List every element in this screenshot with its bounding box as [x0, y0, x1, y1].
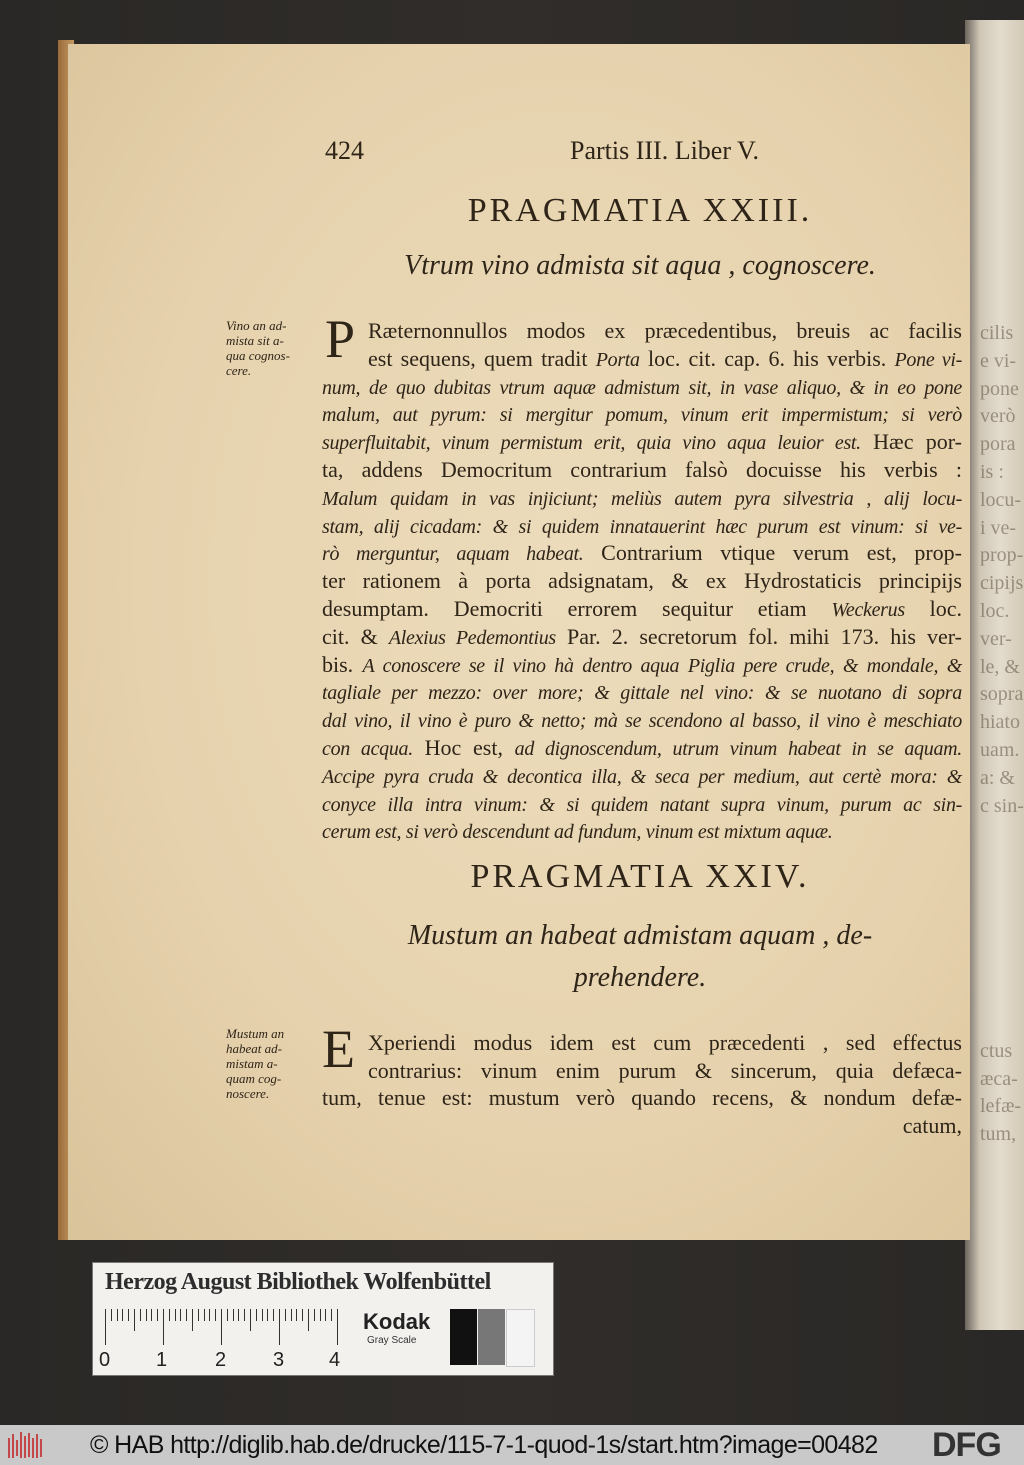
text-line [322, 735, 962, 762]
ruler-tick [209, 1309, 210, 1321]
text-line [368, 318, 962, 344]
ruler-tick [314, 1309, 315, 1321]
text-segment: cit. & [322, 623, 389, 649]
ruler-tick [273, 1309, 274, 1321]
facing-page-fragment: lefæ- [980, 1095, 1022, 1118]
swatch-white [506, 1309, 535, 1367]
facing-page-fragment: hiato [980, 711, 1020, 734]
ruler-tick [192, 1309, 193, 1331]
text-segment: Contrarium vtique verum est, prop- [583, 540, 962, 566]
margin-note: noscere. [226, 1086, 270, 1101]
text-line [368, 1058, 962, 1084]
ruler-tick [320, 1309, 321, 1321]
ruler-number: 4 [329, 1349, 341, 1371]
text-line [322, 374, 962, 401]
section-title: PRAGMATIA XXIV. [470, 858, 810, 895]
text-segment: Weckerus [831, 599, 905, 621]
facing-page-fragment: uam. [980, 739, 1020, 761]
facing-page-fragment: cipijs [980, 572, 1024, 595]
facing-page-fragment: is : [980, 461, 1004, 483]
facing-page-fragment: e vi- [980, 349, 1017, 372]
text-segment: Ræternonnullos modos ex præcedentibus, breuis ac facilis [368, 318, 962, 343]
ruler-tick [146, 1309, 147, 1321]
ruler-tick [105, 1309, 106, 1345]
library-scan-label [92, 1262, 554, 1376]
margin-note: quam cog- [226, 1071, 282, 1086]
ruler-number: 3 [273, 1349, 285, 1371]
ruler-number: 1 [156, 1349, 168, 1371]
ruler [105, 1309, 340, 1349]
text-segment: Par. 2. secretorum fol. mihi 173. his ver- [555, 623, 962, 649]
facing-page-fragment: prop- [980, 544, 1024, 567]
facing-page-fragment: tum, [980, 1122, 1017, 1145]
text-line [322, 679, 962, 706]
text-line [322, 401, 962, 428]
ruler-tick [151, 1309, 152, 1321]
text-segment: Accipe pyra cruda & decontica illa, & seca per medium, aut certè mora: & [322, 765, 962, 788]
margin-note: habeat ad- [226, 1041, 282, 1056]
text-segment: superfluitabit, vinum permistum erit, quia vino aqua leuior est. [322, 432, 861, 455]
ruler-tick [117, 1309, 118, 1321]
drop-cap: E [322, 1019, 355, 1079]
ruler-tick [163, 1309, 164, 1345]
text-segment: malum, aut pyrum: si mergitur pomum, vinum erit impermistum; si verò [322, 404, 962, 427]
text-segment: Xperiendi modus idem est cum præcedenti , sed effectus [368, 1030, 962, 1055]
facing-page-fragment: le, & [980, 655, 1020, 678]
ruler-number: 2 [215, 1349, 227, 1371]
text-segment: catum, [902, 1112, 962, 1138]
text-line [322, 1085, 962, 1111]
facing-page-fragment: pora [980, 433, 1016, 456]
ruler-tick [256, 1309, 257, 1321]
facing-page-fragment: ctus [980, 1040, 1013, 1062]
text-segment: ter rationem à porta adsignatam, & ex Hydrostaticis principijs [322, 568, 962, 594]
text-segment: bis. [322, 651, 363, 677]
text-segment: desumptam. Democriti errorem sequitur etiam [322, 596, 832, 621]
text-line [322, 791, 962, 818]
text-segment: ta, addens Democritum contrarium falsò docuisse his verbis : [322, 457, 962, 482]
ruler-tick [157, 1309, 158, 1321]
ruler-tick [308, 1309, 309, 1331]
facing-page-fragment: verò [980, 405, 1016, 428]
text-line [322, 763, 962, 790]
ruler-tick [250, 1309, 251, 1331]
section-subtitle: Mustum an habeat admistam aquam , de- [407, 920, 873, 951]
ruler-tick [175, 1309, 176, 1321]
text-segment: con acqua. [322, 738, 413, 760]
ruler-tick [291, 1309, 292, 1321]
text-segment: tagliale per mezzo: over more; & gittale nel vino: & se nuotano di sopra [322, 682, 962, 705]
section-title: PRAGMATIA XXIII. [467, 192, 813, 229]
text-line [368, 346, 962, 373]
text-segment: loc. [904, 596, 962, 621]
facing-page-fragment: æca- [980, 1067, 1018, 1090]
ruler-tick [128, 1309, 129, 1321]
ruler-tick [215, 1309, 216, 1321]
section-subtitle: prehendere. [573, 962, 707, 993]
dfg-logo: DFG [932, 1426, 1001, 1464]
ruler-tick [134, 1309, 135, 1331]
text-segment: Porta [595, 348, 640, 371]
footer-bar [0, 1425, 1024, 1465]
ruler-number: 0 [99, 1349, 111, 1371]
text-line [322, 568, 962, 594]
ruler-tick [238, 1309, 239, 1321]
facing-page-fragment: c sin- [980, 794, 1024, 817]
facing-page-fragment: ver- [980, 627, 1012, 650]
ruler-tick [244, 1309, 245, 1321]
text-line [322, 818, 962, 845]
text-line [322, 652, 962, 679]
ruler-tick [111, 1309, 112, 1321]
text-segment: Pone vi- [894, 348, 962, 371]
kodak-brand: Kodak [363, 1309, 431, 1334]
text-segment: ad dignoscendum, utrum vinum habeat in se aquam. [514, 738, 962, 760]
ruler-tick [267, 1309, 268, 1321]
text-segment: loc. cit. cap. 6. his verbis. [639, 345, 895, 371]
ruler-tick [180, 1309, 181, 1321]
text-line [368, 1030, 962, 1056]
ruler-tick [262, 1309, 263, 1321]
margin-note: cere. [226, 363, 252, 378]
text-segment: Alexius Pedemontius [388, 626, 556, 649]
drop-cap: P [325, 309, 356, 369]
running-head: Partis III. Liber V. [570, 136, 759, 165]
text-segment: tum, tenue est: mustum verò quando recens, & nondum defæ- [322, 1085, 962, 1111]
text-segment: stam, alij cicadam: & si quidem innatauerint hæc purum est vinum: si ve- [322, 515, 962, 538]
text-segment: est sequens, quem tradit [368, 345, 596, 371]
library-name: Herzog August Bibliothek Wolfenbüttel [105, 1269, 491, 1295]
text-segment: dal vino, il vino è puro & netto; mà se scendono al basso, il vino è meschiato [322, 710, 962, 733]
text-segment: rò merguntur, aquam habeat. [322, 543, 584, 566]
facing-page-fragment: a: & [980, 766, 1015, 789]
ruler-tick [279, 1309, 280, 1345]
text-line [322, 1113, 962, 1139]
gray-scale-caption: Gray Scale [367, 1335, 417, 1346]
text-segment: cerum est, si verò descendunt ad fundum, vinum est mixtum aquæ. [322, 821, 833, 844]
text-line [322, 485, 962, 512]
ruler-tick [227, 1309, 228, 1321]
margin-note: Mustum an [226, 1026, 285, 1041]
text-segment: conyce illa intra vinum: & si quidem natant supra vinum, purum ac sin- [322, 793, 962, 816]
text-segment: Hoc est, [412, 735, 515, 760]
facing-page-fragment: i ve- [980, 516, 1017, 539]
hab-logo-icon [6, 1430, 46, 1460]
text-line [322, 457, 962, 483]
ruler-tick [337, 1309, 338, 1345]
ruler-tick [221, 1309, 222, 1345]
text-line [322, 707, 962, 734]
text-line [322, 429, 962, 456]
text-line [322, 624, 962, 651]
copyright-link[interactable]: © HAB http://diglib.hab.de/drucke/115-7-1-quod-1s/start.htm?image=00482 [90, 1431, 878, 1459]
facing-page-fragment: loc. [980, 600, 1010, 622]
ruler-tick [325, 1309, 326, 1321]
ruler-tick [169, 1309, 170, 1321]
ruler-tick [331, 1309, 332, 1321]
ruler-tick [302, 1309, 303, 1321]
text-segment: contrarius: vinum enim purum & sincerum, quia defæca- [368, 1057, 962, 1083]
ruler-tick [186, 1309, 187, 1321]
ruler-tick [198, 1309, 199, 1321]
page-number: 424 [325, 136, 364, 165]
swatch-black [450, 1309, 477, 1365]
text-segment: Malum quidam in vas injiciunt; meliùs autem pyra silvestria , alij locu- [322, 487, 962, 510]
ruler-tick [285, 1309, 286, 1321]
ruler-tick [233, 1309, 234, 1321]
section-subtitle: Vtrum vino admista sit aqua , cognoscere. [404, 250, 876, 281]
text-segment: Hæc por- [860, 429, 962, 455]
text-line [322, 513, 962, 540]
text-line [322, 540, 962, 567]
margin-note: Vino an ad- [226, 318, 287, 333]
facing-page-fragment: pone [980, 377, 1019, 400]
ruler-tick [140, 1309, 141, 1321]
ruler-tick [204, 1309, 205, 1321]
text-segment: num, de quo dubitas vtrum aquæ admistum sit, in vase aliquo, & in eo pone [322, 376, 962, 399]
text-line [322, 596, 962, 623]
ruler-tick [296, 1309, 297, 1321]
margin-note: mistam a- [226, 1056, 278, 1071]
text-segment: A conoscere se il vino hà dentro aqua Piglia pere crude, & mondale, & [362, 654, 962, 677]
facing-page-fragment: sopra [980, 683, 1024, 706]
margin-note: mista sit a- [226, 333, 284, 348]
ruler-tick [122, 1309, 123, 1321]
facing-page-fragment: locu- [980, 488, 1022, 511]
swatch-gray [478, 1309, 505, 1365]
facing-page-fragment: cilis [980, 322, 1014, 344]
margin-note: qua cognos- [226, 348, 290, 363]
